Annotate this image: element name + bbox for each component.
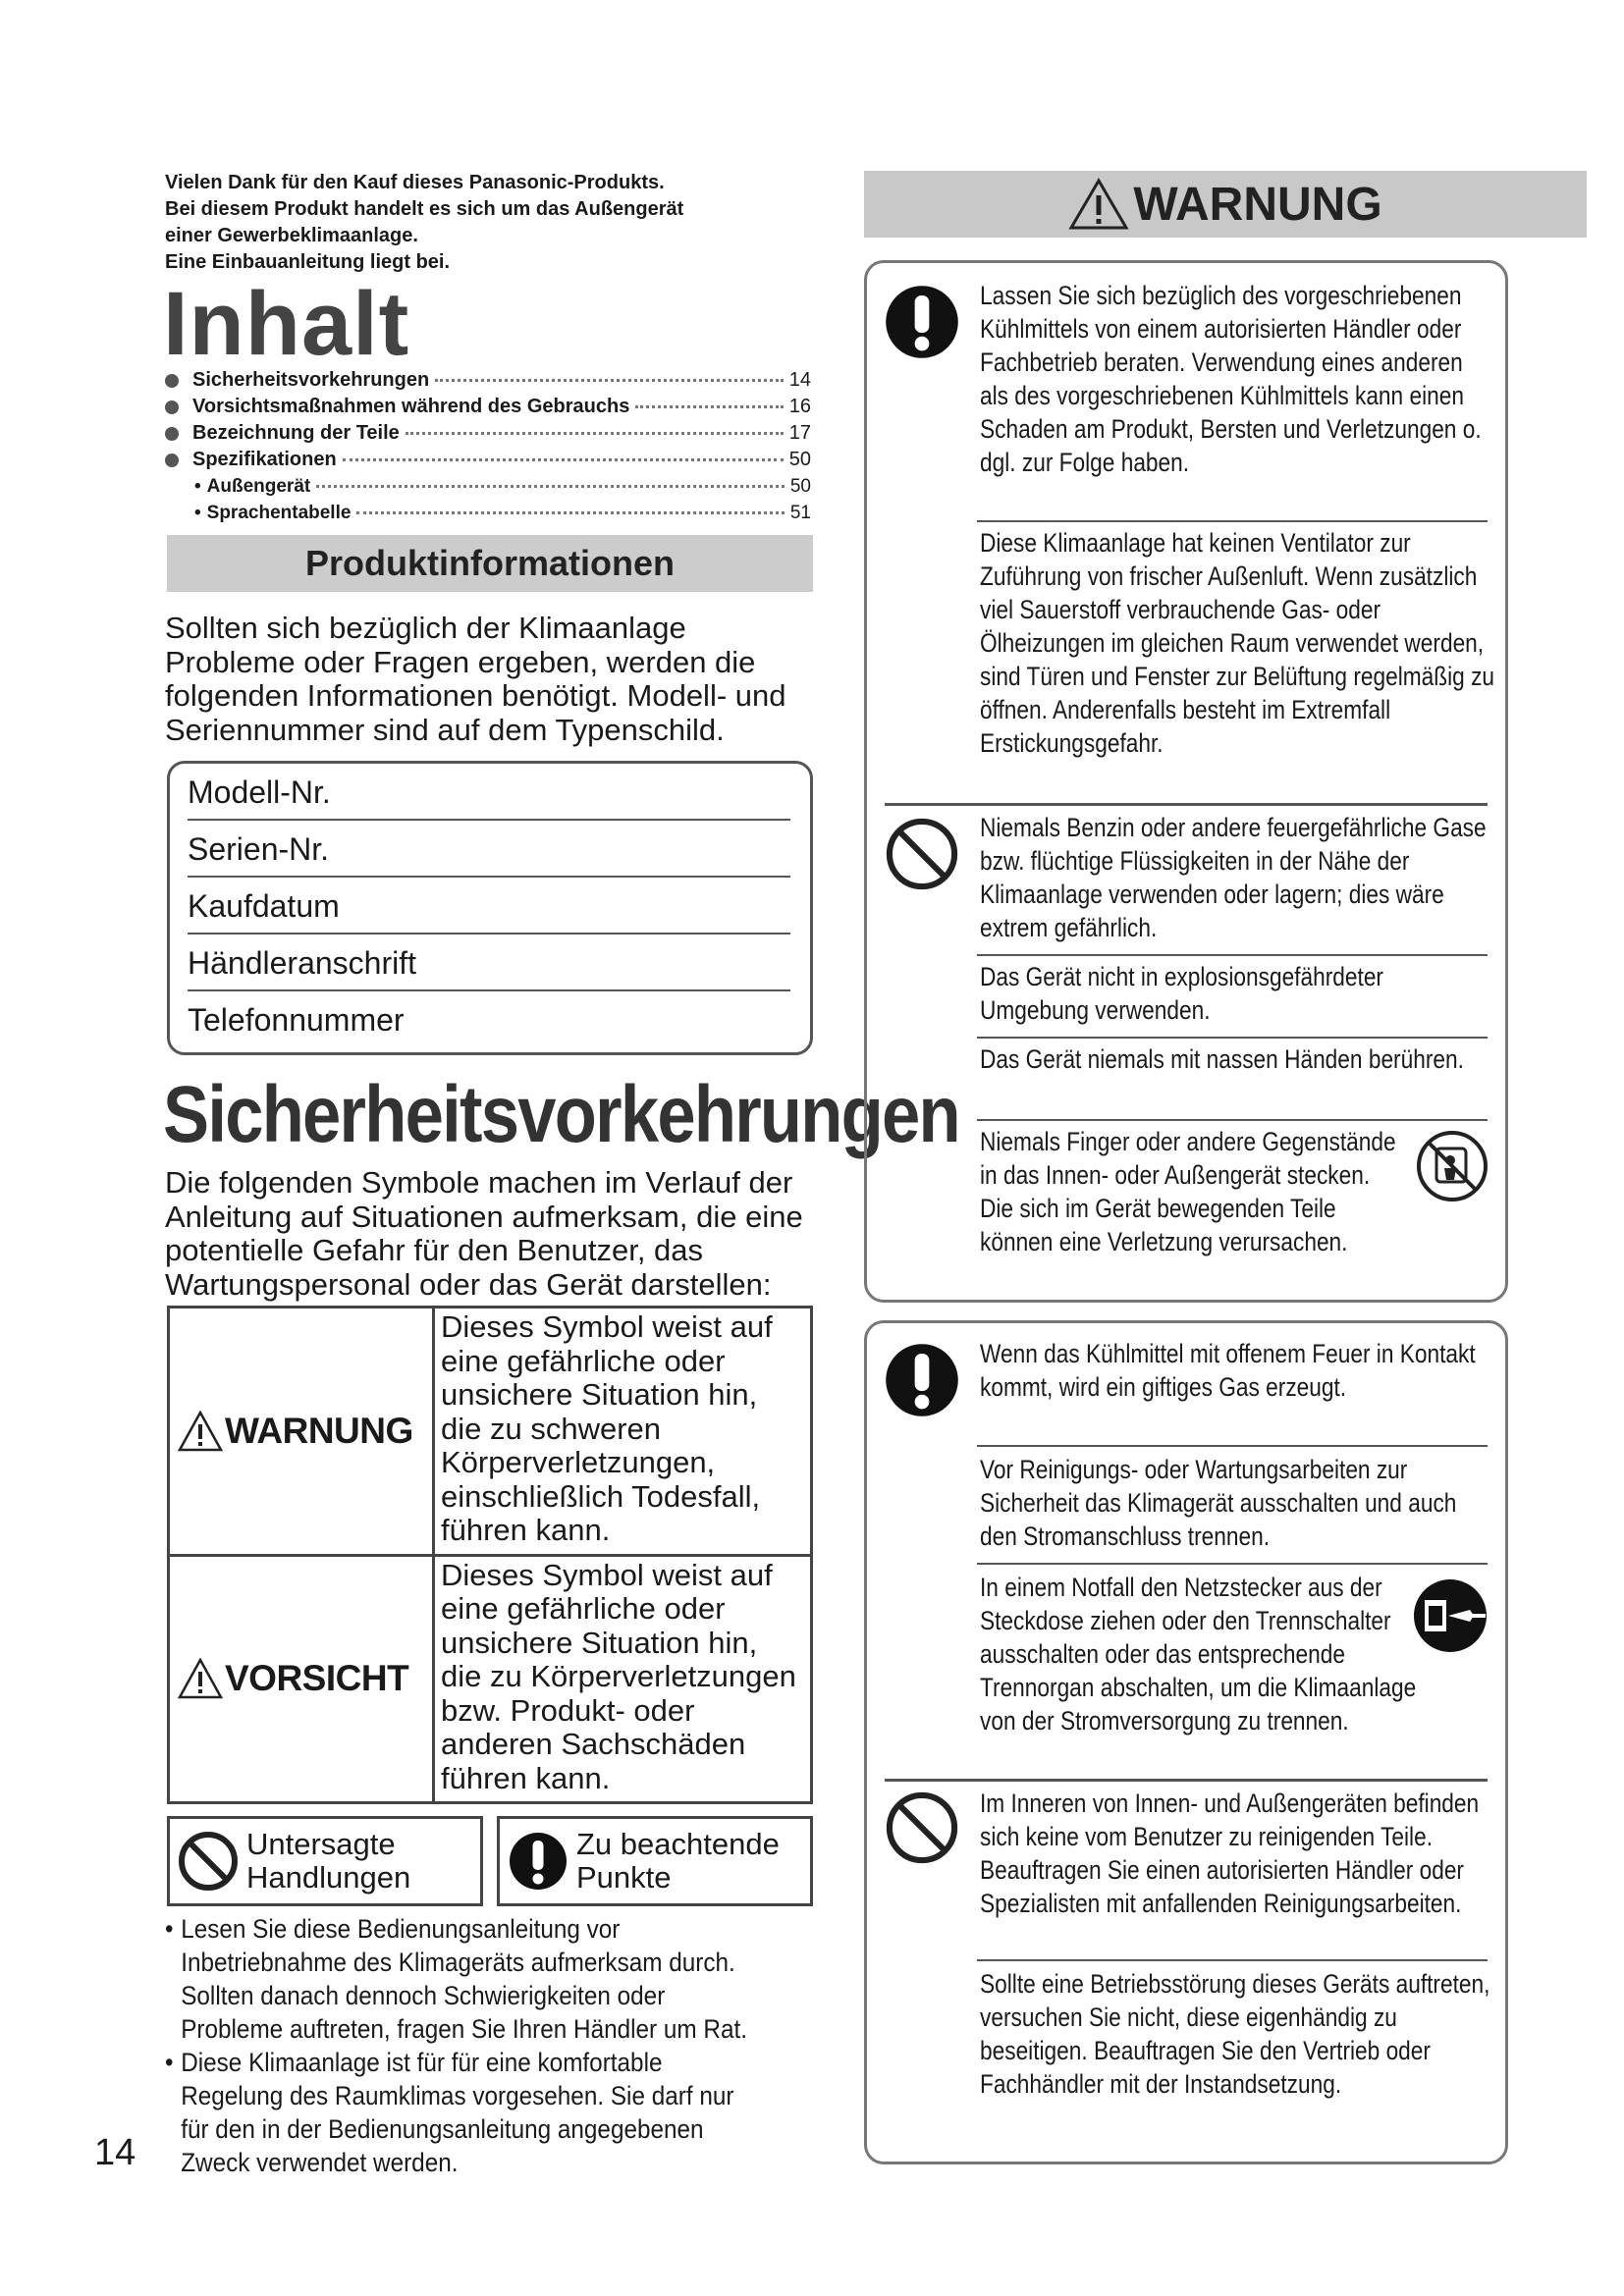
toc-label: Vorsichtsmaßnahmen während des Gebrauchs <box>192 396 630 417</box>
table-of-contents <box>165 367 811 526</box>
divider <box>977 954 1488 956</box>
prohibited-icon <box>885 817 959 891</box>
toc-subentry[interactable] <box>165 500 811 526</box>
caution-row <box>169 1555 812 1803</box>
intro-line: Bei diesem Produkt handelt es sich um das Außengerät <box>165 198 684 220</box>
sub-bullet: • <box>194 476 201 497</box>
contents-title: Inhalt <box>163 274 410 374</box>
toc-entry[interactable] <box>165 447 811 473</box>
warning-triangle-icon <box>1068 178 1129 231</box>
toc-page: 51 <box>789 503 811 523</box>
warning-item: Diese Klimaanlage hat keinen Ventilator zur Zuführung von frischer Außenluft. Wenn zusätzlich viel Sauerstoff verbrauchende Gas- oder Ölheizungen im gleichen Raum verwendet werden, sind Türen und Fenster zur Belüftung regelmäßig zu öffnen. Anderenfalls besteht im Extremfall Erstickungsgefahr. <box>980 528 1495 758</box>
divider <box>977 1037 1488 1039</box>
warning-item: Lassen Sie sich bezüglich des vorgeschriebenen Kühlmittels von einem autorisierten Händler oder Fachbetrieb beraten. Verwendung eines anderen als des vorgeschriebenen Kühlmittels kann einen Schaden am Produkt, Bersten und Verletzungen o. dgl. zur Folge haben. <box>980 281 1482 477</box>
toc-label: Bezeichnung der Teile <box>192 422 400 444</box>
bullet-dot-icon <box>165 427 179 441</box>
toc-entry[interactable] <box>165 367 811 394</box>
toc-page: 50 <box>788 449 811 470</box>
serial-number-field: Serien-Nr. <box>188 821 790 878</box>
warning-panel-mandatory-prohibited-2 <box>864 1320 1508 2164</box>
product-info-header: Produktinformationen <box>167 535 813 592</box>
list-item <box>165 2046 757 2179</box>
caution-label: VORSICHT <box>225 1658 409 1699</box>
exclamation-circle-icon <box>885 1343 959 1417</box>
note-text: Lesen Sie diese Bedienungsanleitung vor Inbetriebnahme des Klimageräts aufmerksam durch. Sollten danach dennoch Schwierigkeiten oder Probleme auftreten, fragen Sie Ihren Händler um Rat. <box>181 1914 747 2044</box>
warning-item: In einem Notfall den Netzstecker aus der Steckdose ziehen oder den Trennschalter ausschalten oder das entsprechende Trennorgan abschalten, um die Klimaanlage von der Stromversorgung zu trennen. <box>980 1573 1417 1735</box>
divider <box>977 1563 1488 1565</box>
divider <box>977 1959 1488 1961</box>
warning-item: Das Gerät niemals mit nassen Händen berühren. <box>980 1044 1464 1074</box>
warning-description: Dieses Symbol weist auf eine gefährliche oder unsichere Situation hin, die zu schweren Körperverletzungen, einschließlich Todesfall, führen kann. <box>434 1308 812 1556</box>
warning-item: Wenn das Kühlmittel mit offenem Feuer in Kontakt kommt, wird ein giftiges Gas erzeugt. <box>980 1339 1476 1402</box>
model-number-field: Modell-Nr. <box>188 764 790 821</box>
toc-page: 14 <box>788 369 811 391</box>
product-info-text: Sollten sich bezüglich der Klimaanlage Probleme oder Fragen ergeben, werden die folgenden Informationen benötigt. Modell- und Seriennummer sind auf dem Typenschild. <box>165 611 786 747</box>
warning-item: Niemals Benzin oder andere feuergefährliche Gase bzw. flüchtige Flüssigkeiten in der Nähe der Klimaanlage verwenden oder lagern; dies wäre extrem gefährlich. <box>980 813 1487 942</box>
note-text: Diese Klimaanlage ist für für eine komfortable Regelung des Raumklimas vorgesehen. Sie darf nur für den in der Bedienungsanleitung angegebenen Zweck verwendet werden. <box>181 2048 734 2177</box>
mandatory-label: Zu beachtende <box>576 1827 780 1861</box>
toc-label: Sprachentabelle <box>206 503 352 523</box>
toc-page: 16 <box>788 396 811 417</box>
exclamation-circle-icon <box>885 285 959 359</box>
exclamation-circle-icon <box>508 1831 568 1892</box>
safety-title: Sicherheitsvorkehrungen <box>163 1070 959 1159</box>
toc-leader <box>343 458 784 461</box>
no-fingers-icon <box>1415 1129 1489 1203</box>
toc-entry[interactable] <box>165 420 811 447</box>
warning-item: Das Gerät nicht in explosionsgefährdeter Umgebung verwenden. <box>980 962 1383 1025</box>
dealer-address-field: Händleranschrift <box>188 934 790 991</box>
toc-leader <box>356 511 784 514</box>
safety-intro-text: Die folgenden Symbole machen im Verlauf der Anleitung auf Situationen aufmerksam, die eine potentielle Gefahr für den Benutzer, das Wartungspersonal oder das Gerät darstellen: <box>165 1165 803 1302</box>
divider <box>977 520 1488 522</box>
list-item <box>165 1912 757 2046</box>
intro-line: einer Gewerbeklimaanlage. <box>165 225 418 246</box>
toc-leader <box>316 485 785 488</box>
toc-page: 50 <box>789 476 811 497</box>
prohibited-label: Handlungen <box>246 1860 411 1895</box>
warning-item: Im Inneren von Innen- und Außengeräten befinden sich keine vom Benutzer zu reinigenden Teile. Beauftragen Sie einen autorisierten Händler oder Spezialisten mit anfallenden Reinigungsarbeiten. <box>980 1789 1480 1918</box>
symbol-legend <box>167 1816 813 1906</box>
divider <box>885 1779 1488 1782</box>
divider <box>977 1445 1488 1447</box>
caution-triangle-icon <box>178 1658 223 1699</box>
bullet-dot-icon <box>165 374 179 388</box>
unplug-icon <box>1411 1576 1489 1655</box>
mandatory-label: Punkte <box>576 1860 672 1895</box>
product-info-form <box>167 761 813 1055</box>
prohibited-icon <box>885 1790 959 1865</box>
mandatory-legend <box>497 1816 813 1906</box>
toc-entry[interactable] <box>165 394 811 420</box>
prohibited-icon <box>178 1831 239 1892</box>
warning-label: WARNUNG <box>225 1410 413 1451</box>
phone-number-field: Telefonnummer <box>188 1002 405 1038</box>
toc-label: Außengerät <box>206 476 311 497</box>
warning-row <box>169 1308 812 1556</box>
warning-panel-mandatory-prohibited <box>864 260 1508 1303</box>
purchase-date-field: Kaufdatum <box>188 878 790 934</box>
toc-label: Sicherheitsvorkehrungen <box>192 369 430 391</box>
toc-leader <box>406 432 784 435</box>
list-bullet: • <box>165 1914 174 1944</box>
toc-page: 17 <box>788 422 811 444</box>
intro-line: Eine Einbauanleitung liegt bei. <box>165 251 451 273</box>
intro-text <box>165 170 793 276</box>
toc-subentry[interactable] <box>165 473 811 500</box>
toc-leader <box>435 379 784 382</box>
divider <box>977 1119 1488 1121</box>
warning-header <box>864 171 1587 238</box>
divider <box>885 803 1488 806</box>
warning-header-text: WARNUNG <box>1133 178 1382 231</box>
caution-description: Dieses Symbol weist auf eine gefährliche oder unsichere Situation hin, die zu Körperverletzungen bzw. Produkt- oder anderen Sachschäden führen kann. <box>434 1555 812 1803</box>
warning-triangle-icon <box>178 1411 223 1452</box>
toc-label: Spezifikationen <box>192 449 337 470</box>
prohibited-legend <box>167 1816 483 1906</box>
bullet-dot-icon <box>165 400 179 414</box>
warning-item: Vor Reinigungs- oder Wartungsarbeiten zur Sicherheit das Klimagerät ausschalten und auch den Stromanschluss trennen. <box>980 1455 1457 1551</box>
warning-item: Sollte eine Betriebsstörung dieses Geräts auftreten, versuchen Sie nicht, diese eigenhändig zu beseitigen. Beauftragen Sie den Vertrieb oder Fachhändler mit der Instandsetzung. <box>980 1969 1490 2099</box>
prohibited-label: Untersagte <box>246 1827 396 1861</box>
intro-line: Vielen Dank für den Kauf dieses Panasonic-Produkts. <box>165 172 665 193</box>
notes-list <box>165 1912 757 2179</box>
bullet-dot-icon <box>165 454 179 467</box>
page-number: 14 <box>94 2132 136 2173</box>
sub-bullet: • <box>194 503 201 523</box>
warning-item: Niemals Finger oder andere Gegenstände in das Innen- oder Außengerät stecken. Die sich im Gerät bewegenden Teile können eine Verletzung verursachen. <box>980 1127 1396 1256</box>
toc-leader <box>635 405 783 408</box>
symbol-table <box>167 1306 813 1804</box>
list-bullet: • <box>165 2048 174 2077</box>
